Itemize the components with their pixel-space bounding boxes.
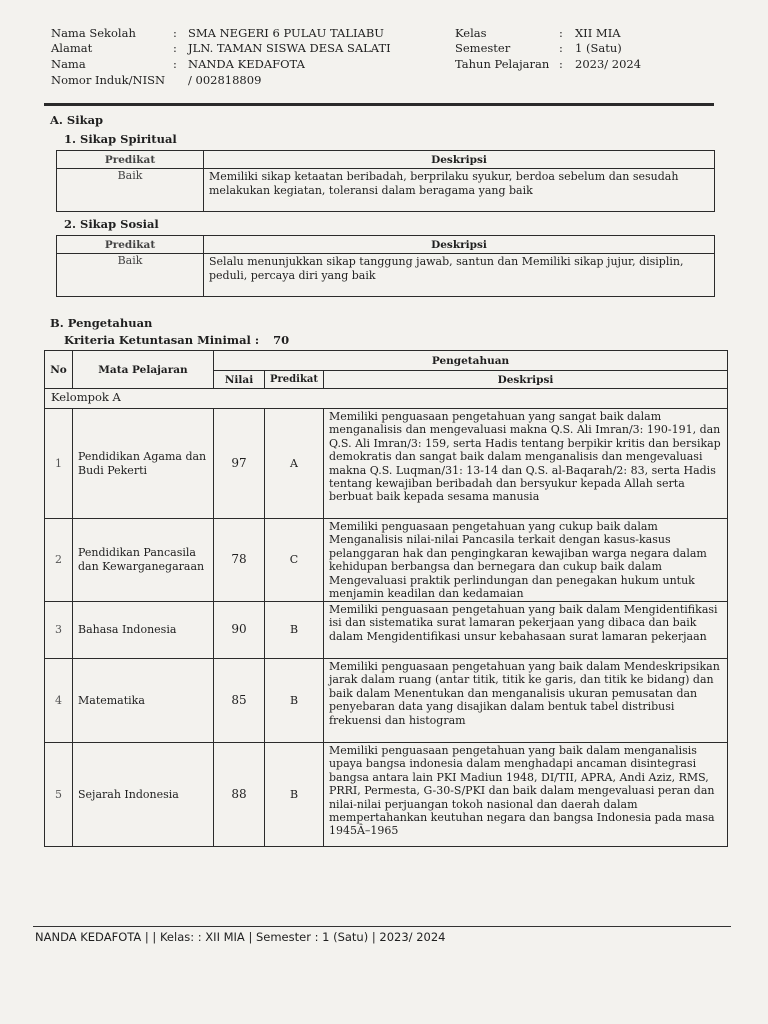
separator: :: [559, 41, 563, 55]
col-header-predikat: Predikat: [57, 151, 204, 169]
row-mapel: Matematika: [73, 659, 214, 743]
subsection-title-sosial: 2. Sikap Sosial: [64, 217, 159, 231]
table-sikap-spiritual: [56, 150, 715, 212]
student-info-left: [51, 26, 451, 90]
separator: :: [173, 41, 177, 55]
col-header-pengetahuan: Pengetahuan: [214, 351, 728, 371]
table-row: [45, 409, 728, 519]
col-header-deskripsi: Deskripsi: [204, 236, 715, 254]
header-divider: [44, 103, 714, 106]
col-header-nilai: Nilai: [214, 371, 265, 389]
value-nisn: / 002818809: [188, 73, 262, 87]
row-nilai: 97: [214, 409, 265, 519]
section-title-pengetahuan: B. Pengetahuan: [50, 316, 153, 330]
value-class: XII MIA: [575, 26, 621, 40]
group-label: Kelompok A: [45, 389, 728, 409]
label-class: Kelas: [455, 26, 487, 40]
col-header-no: No: [45, 351, 73, 389]
kkm-value: 70: [273, 333, 290, 347]
row-predikat: B: [265, 659, 324, 743]
value-semester: 1 (Satu): [575, 41, 622, 55]
row-predikat: C: [265, 519, 324, 602]
table-row: [45, 743, 728, 847]
row-predikat: B: [265, 602, 324, 659]
row-mapel: Bahasa Indonesia: [73, 602, 214, 659]
row-nilai: 78: [214, 519, 265, 602]
table-row: [45, 659, 728, 743]
row-deskripsi: Memiliki penguasaan pengetahuan yang baik dalam Mengidentifikasi isi dan sistematika surat lamaran pekerjaan yang dibaca dan baik dalam Mengidentifikasi unsur kebahasaan surat lamaran pekerjaan: [323, 602, 727, 659]
row-no: 1: [45, 409, 73, 519]
row-no: 3: [45, 602, 73, 659]
kkm-line: [64, 333, 289, 347]
col-header-deskripsi: Deskripsi: [204, 151, 715, 169]
row-predikat: B: [265, 743, 324, 847]
row-nilai: 85: [214, 659, 265, 743]
row-no: 2: [45, 519, 73, 602]
table-row: [45, 519, 728, 602]
separator: :: [559, 26, 563, 40]
label-school: Nama Sekolah: [51, 26, 136, 40]
page-footer: NANDA KEDAFOTA | | Kelas: : XII MIA | Semester : 1 (Satu) | 2023/ 2024: [35, 930, 446, 944]
col-header-mapel: Mata Pelajaran: [73, 351, 214, 389]
label-semester: Semester: [455, 41, 511, 55]
label-nisn: Nomor Induk/NISN: [51, 73, 166, 87]
label-name: Nama: [51, 57, 86, 71]
row-deskripsi: Memiliki penguasaan pengetahuan yang sangat baik dalam menganalisis dan mengevaluasi makna Q.S. Ali Imran/3: 190-191, dan Q.S. Ali Imran/3: 159, serta Hadis tentang berpikir kritis dan bersikap demokratis dan sangat baik dalam menganalisis dan mengevaluasi makna Q.S. Luqman/31: 13-14 dan Q.S. al-Baqarah/2: 83, serta Hadis tentang kewajiban beribadah dan bersyukur kepada Allah serta berbuat baik kepada sesama manusia: [323, 409, 727, 519]
row-mapel: Pendidikan Pancasila dan Kewarganegaraan: [73, 519, 214, 602]
table-sikap-sosial: [56, 235, 715, 297]
col-header-deskripsi: Deskripsi: [323, 371, 727, 389]
separator: :: [173, 26, 177, 40]
row-mapel: Pendidikan Agama dan Budi Pekerti: [73, 409, 214, 519]
table-row: [45, 602, 728, 659]
value-name: NANDA KEDAFOTA: [188, 57, 305, 71]
row-nilai: 88: [214, 743, 265, 847]
value-academic-year: 2023/ 2024: [575, 57, 642, 71]
subsection-title-spiritual: 1. Sikap Spiritual: [64, 132, 177, 146]
predikat-value: Baik: [57, 169, 204, 212]
table-pengetahuan: [44, 350, 728, 847]
row-deskripsi: Memiliki penguasaan pengetahuan yang cukup baik dalam Menganalisis nilai-nilai Pancasila terkait dengan kasus-kasus pelanggaran hak dan pengingkaran kewajiban warga negara dalam kehidupan berbangsa dan bernegara dan cukup baik dalam Mengevaluasi praktik perlindungan dan penegakan hukum untuk menjamin keadilan dan kedamaian: [323, 519, 727, 602]
row-nilai: 90: [214, 602, 265, 659]
value-school: SMA NEGERI 6 PULAU TALIABU: [188, 26, 384, 40]
row-deskripsi: Memiliki penguasaan pengetahuan yang baik dalam Mendeskripsikan jarak dalam ruang (antar titik, titik ke garis, dan titik ke bidang) dan baik dalam Menentukan dan menganalisis ukuran pemusatan dan penyebaran data yang disajikan dalam bentuk tabel distribusi frekuensi dan histogram: [323, 659, 727, 743]
row-no: 5: [45, 743, 73, 847]
kkm-label: Kriteria Ketuntasan Minimal :: [64, 333, 260, 347]
row-deskripsi: Memiliki penguasaan pengetahuan yang baik dalam menganalisis upaya bangsa indonesia dalam menghadapi ancaman disintegrasi bangsa antara lain PKI Madiun 1948, DI/TII, APRA, Andi Aziz, RMS, PRRI, Permesta, G-30-S/PKI dan baik dalam mengevaluasi peran dan nilai-nilai perjuangan tokoh nasional dan daerah dalam mempertahankan keutuhan negara dan bangsa Indonesia pada masa 1945Â–1965: [323, 743, 727, 847]
deskripsi-text: Memiliki sikap ketaatan beribadah, berprilaku syukur, berdoa sebelum dan sesudah melakukan kegiatan, toleransi dalam beragama yang baik: [204, 169, 715, 212]
col-header-predikat: Predikat: [265, 371, 324, 389]
label-address: Alamat: [51, 41, 93, 55]
col-header-predikat: Predikat: [57, 236, 204, 254]
deskripsi-text: Selalu menunjukkan sikap tanggung jawab, santun dan Memiliki sikap jujur, disiplin, peduli, percaya diri yang baik: [204, 254, 715, 297]
label-academic-year: Tahun Pelajaran: [455, 57, 550, 71]
separator: :: [559, 57, 563, 71]
row-mapel: Sejarah Indonesia: [73, 743, 214, 847]
predikat-value: Baik: [57, 254, 204, 297]
separator: :: [173, 57, 177, 71]
value-address: JLN. TAMAN SISWA DESA SALATI: [188, 41, 391, 55]
row-no: 4: [45, 659, 73, 743]
student-info-right: [455, 26, 715, 76]
footer-divider: [33, 926, 731, 927]
row-predikat: A: [265, 409, 324, 519]
section-title-sikap: A. Sikap: [50, 113, 104, 127]
